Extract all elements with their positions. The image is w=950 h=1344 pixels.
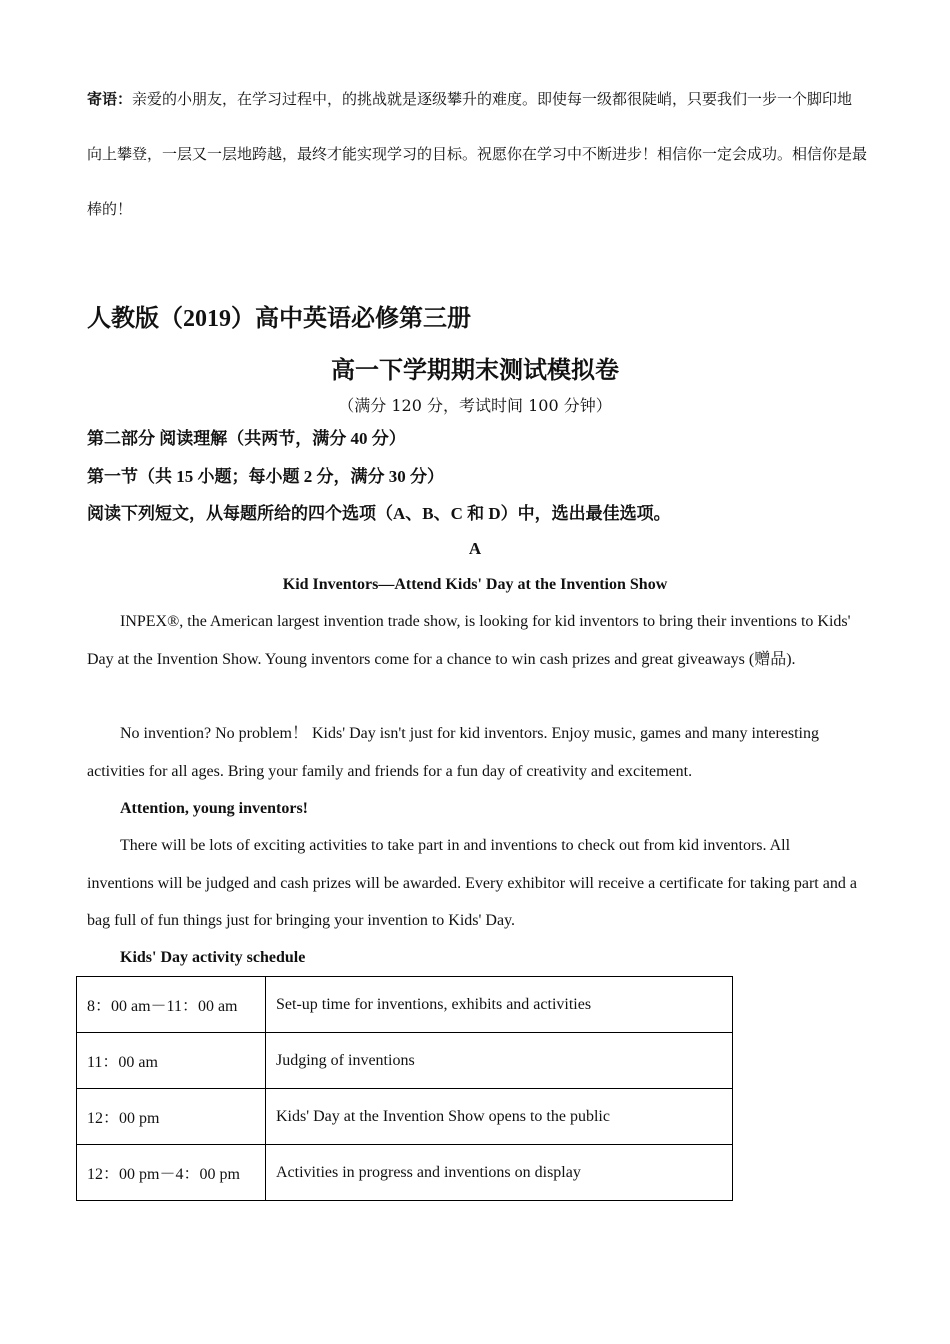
table-row	[77, 1033, 733, 1089]
exam-title: 高一下学期期末测试模拟卷	[331, 358, 619, 384]
paragraph-2: No invention? No problem！ Kids' Day isn't just for kid inventors. Enjoy music, games and many interesting activities for all ages. Bring your family and friends for a fun day of creativity and excitement.	[87, 725, 819, 780]
schedule-activity: Judging of inventions	[266, 1033, 733, 1089]
part-heading: 第二部分 阅读理解（共两节，满分 40 分）	[87, 429, 406, 448]
exam-info: （满分 120 分，考试时间 100 分钟）	[338, 396, 612, 415]
greeting-label: 寄语：	[87, 92, 133, 108]
schedule-title: Kids' Day activity schedule	[120, 949, 306, 966]
greeting-text: 亲爱的小朋友，在学习过程中，的挑战就是逐级攀升的难度。即使每一级都很陡峭，只要我们一步一个脚印地向上攀登，一层又一层地跨越，最终才能实现学习的目标。祝愿你在学习中不断进步！相信你一定会成功。相信你是最棒的！	[87, 92, 868, 218]
paragraph-1: INPEX®, the American largest invention trade show, is looking for kid inventors to bring their inventions to Kids' Day at the Invention Show. Young inventors come for a chance to win cash prizes and great giveaways (赠品).	[87, 613, 851, 668]
schedule-time: 8：00 am－11：00 am	[77, 977, 266, 1033]
table-row	[77, 1145, 733, 1201]
schedule-time: 12：00 pm－4：00 pm	[77, 1145, 266, 1201]
passage-title: Kid Inventors—Attend Kids' Day at the Invention Show	[282, 576, 668, 593]
schedule-time: 12：00 pm	[77, 1089, 266, 1145]
direction-text: 阅读下列短文，从每题所给的四个选项（A、B、C 和 D）中，选出最佳选项。	[87, 504, 671, 523]
table-row	[77, 1089, 733, 1145]
section-heading: 第一节（共 15 小题；每小题 2 分，满分 30 分）	[87, 467, 444, 486]
schedule-table	[76, 976, 733, 1201]
greeting-note	[87, 73, 867, 238]
passage-letter: A	[468, 539, 482, 558]
schedule-activity: Kids' Day at the Invention Show opens to the public	[266, 1089, 733, 1145]
paragraph-3: There will be lots of exciting activities to take part in and inventions to check out from kid inventors. All inventions will be judged and cash prizes will be awarded. Every exhibitor will receive a certificate for taking part and a bag full of fun things just for bringing your invention to Kids' Day.	[87, 837, 857, 929]
attention-heading: Attention, young inventors!	[120, 800, 309, 817]
book-title: 人教版（2019）高中英语必修第三册	[87, 306, 471, 332]
schedule-time: 11：00 am	[77, 1033, 266, 1089]
schedule-activity: Set-up time for inventions, exhibits and activities	[266, 977, 733, 1033]
table-row	[77, 977, 733, 1033]
schedule-activity: Activities in progress and inventions on display	[266, 1145, 733, 1201]
